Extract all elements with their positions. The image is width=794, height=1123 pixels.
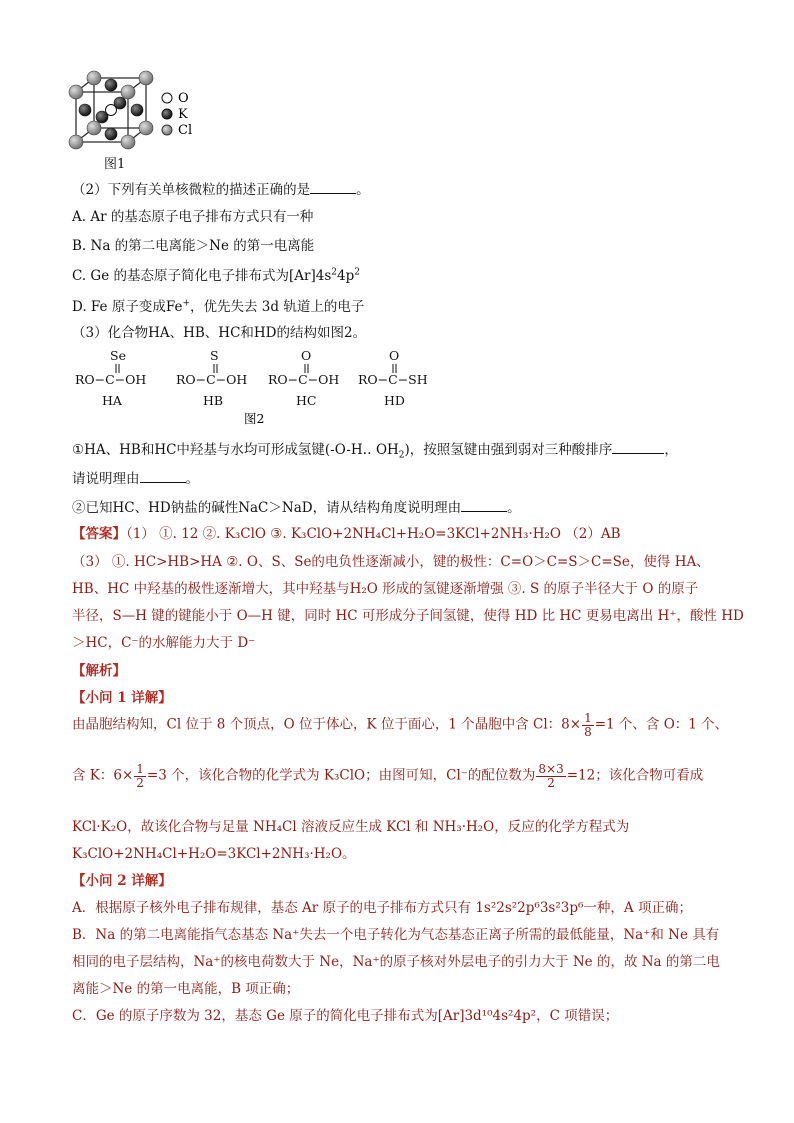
legend-k: K xyxy=(178,107,188,122)
question3-sub1-line1: ①HA、HB和HC中羟基与水均可形成氢键(-O-H‥ $OH_2$)，按照氢键由强到弱对三种酸排序 ， xyxy=(72,442,678,461)
analysis-option-c: C．Ge 的原子序数为 32，基态 Ge 原子的简化电子排布式为[Ar]3d¹⁰4s²4p²，C 项错误； xyxy=(72,1008,619,1024)
answer-line3: HB、HC 中羟基的极性逐渐增大，其中羟基与H₂O 形成的氢键逐渐增强 ③. S 的原子半径大于 O 的原子 xyxy=(72,581,699,597)
analysis-p2: 含 K：6× $\frac{1}{2}$ =3 个，该化合物的化学式为 K₃ClO；由图可知，Cl⁻的配位数为 $\frac{8\times 3}{2}$ =12；该化合物可看成 xyxy=(72,762,704,790)
subquestion2-heading: 【小问 2 详解】 xyxy=(72,873,172,889)
analysis-p4: K₃ClO+2NH₄Cl+H₂O=3KCl+2NH₃·H₂O。 xyxy=(72,846,356,862)
structure-ha-top: Se xyxy=(110,348,126,363)
question3-stem: （3）化合物HA、HB、HC和HD的结构如图2。 xyxy=(72,325,367,341)
analysis-option-b-line2: 相同的电子层结构，Na⁺的核电荷数大于 Ne，Na⁺的原子核对外层电子的引力大于 Ne 的，故 Na 的第二电 xyxy=(72,954,720,970)
analysis-label: 【解析】 xyxy=(72,663,126,679)
subquestion1-heading: 【小问 1 详解】 xyxy=(72,690,172,706)
figure2 xyxy=(72,345,452,427)
figure1-caption: 图1 xyxy=(104,157,126,172)
structures-diagram xyxy=(72,345,452,427)
answer-line5: ＞HC，C⁻的水解能力大于 D⁻ xyxy=(72,635,256,651)
question2-option-a: A. Ar 的基态原子电子排布方式只有一种 xyxy=(72,209,314,225)
structure-hc-name: HC xyxy=(296,393,317,408)
analysis-option-b-line1: B．Na 的第二电离能指气态基态 Na⁺失去一个电子转化为气态基态正离子所需的最低能量，Na⁺和 Ne 具有 xyxy=(72,927,720,943)
analysis-option-b-line3: 离能＞Ne 的第一电离能，B 项正确； xyxy=(72,981,300,997)
question2-option-d: D. Fe 原子变成Fe+，优先失去 3d 轨道上的电子 xyxy=(72,298,365,315)
figure1 xyxy=(68,70,208,175)
analysis-option-a: A．根据原子核外电子排布规律，基态 Ar 原子的电子排布方式只有 1s²2s²2p⁶3s²3p⁶一种，A 项正确； xyxy=(72,900,692,916)
legend-cl: Cl xyxy=(178,123,193,138)
answer-blank xyxy=(612,441,664,454)
answer-label: 【答案】 xyxy=(72,526,126,542)
figure2-caption: 图2 xyxy=(244,411,265,426)
crystal-cell-diagram xyxy=(68,70,208,175)
structure-hd-body: RO−C−SH xyxy=(358,372,428,387)
structure-hc-top: O xyxy=(301,348,312,363)
fraction-one-eighth: $\frac{1}{8}$ xyxy=(584,711,592,739)
question3-sub2: ②已知HC、HD钠盐的碱性NaC＞NaD，请从结构角度说明理由 。 xyxy=(72,500,521,516)
structure-hb-body: RO−C−OH xyxy=(176,372,248,387)
question3-sub1-line2: 请说明理由 。 xyxy=(72,471,199,487)
structure-hb-name: HB xyxy=(203,393,224,408)
structure-ha-name: HA xyxy=(102,393,122,408)
answer-blank xyxy=(310,181,356,194)
analysis-p1: 由晶胞结构知，Cl 位于 8 个顶点，O 位于体心，K 位于面心，1 个晶胞中含 Cl：8× $\frac{1}{8}$ =1 个、含 O：1 个、 xyxy=(72,711,729,739)
question2-stem: （2）下列有关单核微粒的描述正确的是 。 xyxy=(72,182,370,198)
question2-option-b: B. Na 的第二电离能＞Ne 的第一电离能 xyxy=(72,238,315,254)
answer-line4: 半径，S—H 键的键能小于 O—H 键，同时 HC 可形成分子间氢键，使得 HD 比 HC 更易电离出 H⁺，酸性 HD xyxy=(72,608,744,624)
analysis-p3: KCl·K₂O，故该化合物与足量 NH₄Cl 溶液反应生成 KCl 和 NH₃·H₂O，反应的化学方程式为 xyxy=(72,819,630,835)
answer-blank xyxy=(140,470,186,483)
structure-hd-name: HD xyxy=(384,393,405,408)
structure-hc-body: RO−C−OH xyxy=(268,372,340,387)
o-atom xyxy=(106,105,117,116)
answer-line1: 【答案】（1） ①. 12 ②. K₃ClO ③. K₃ClO+2NH₄Cl+H₂O=3KCl+2NH₃·H₂O （2）AB xyxy=(72,526,621,542)
structure-ha-body: RO−C−OH xyxy=(75,372,147,387)
question2-option-c: C. Ge 的基态原子简化电子排布式为$[Ar]4s^24p^2$ xyxy=(72,267,360,284)
structure-hd-top: O xyxy=(389,348,400,363)
structure-hb-top: S xyxy=(210,348,219,363)
answer-blank xyxy=(461,499,507,512)
legend-o: O xyxy=(178,91,189,106)
fraction-coordination: $\frac{8\times 3}{2}$ xyxy=(538,762,564,790)
fraction-one-half: $\frac{1}{2}$ xyxy=(136,762,144,790)
answer-line2: （3） ①. HC>HB>HA ②. O、S、Se的电负性逐渐减小，键的极性：C=O＞C=S＞C=Se，使得 HA、 xyxy=(72,554,710,570)
